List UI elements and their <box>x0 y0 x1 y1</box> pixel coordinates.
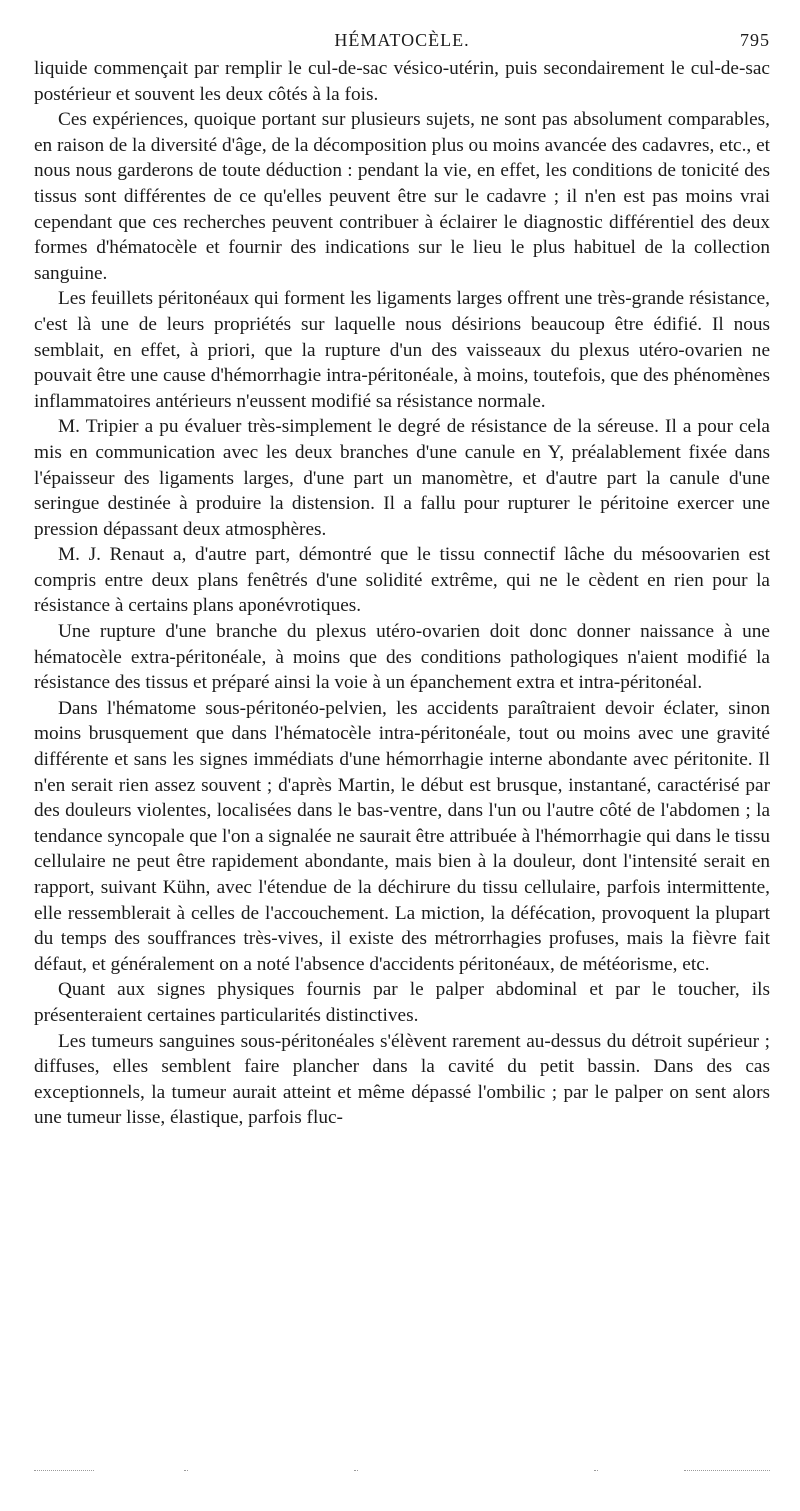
paragraph-continuation: liquide commençait par remplir le cul-de-sac vésico-utérin, puis secondairement le cul-de-sac postérieur et souvent les deux côtés à la fois. <box>34 58 770 105</box>
running-head <box>34 30 770 56</box>
paragraph-rupture: Une rupture d'une branche du plexus utéro-ovarien doit donc donner naissance à une hématocèle extra-péritonéale, à moins que des conditions pathologiques n'aient modifié la résistance des tissus et préparé ainsi la voie à un épanchement extra et intra-péritonéal. <box>34 621 770 694</box>
paragraph-feuillets: Les feuillets péritonéaux qui forment les ligaments larges offrent une très-grande résistance, c'est là une de leurs propriétés sur laquelle nous désirions beaucoup être édifié. Il nous semblait, en effet, à priori, que la rupture d'un des vaisseaux du plexus utéro-ovarien ne pouvait être une cause d'hémorrhagie intra-péritonéale, à moins, toutefois, que des phénomènes inflammatoires antérieurs n'eussent modifié sa résistance normale. <box>34 288 770 412</box>
book-page <box>34 30 770 1131</box>
running-title: HÉMATOCÈLE. <box>334 30 470 50</box>
body-text <box>34 56 770 1131</box>
paragraph-experiences: Ces expériences, quoique portant sur plusieurs sujets, ne sont pas absolument comparables, en raison de la diversité d'âge, de la décomposition plus ou moins avancée des cadavres, etc., et nous nous garderons de toute déduction : pendant la vie, en effet, les conditions de tonicité des tissus sont différentes de ce qu'elles peuvent être sur le cadavre ; il n'en est pas moins vrai cependant que ces recherches peuvent contribuer à éclairer le diagnostic différentiel des deux formes d'hématocèle et fournir des indications sur le lieu le plus habituel de la collection sanguine. <box>34 109 770 284</box>
paragraph-renaut: M. J. Renaut a, d'autre part, démontré que le tissu connectif lâche du mésoovarien est compris entre deux plans fenêtrés d'une solidité extrême, qui ne le cèdent en rien pour la résistance à certains plans aponévrotiques. <box>34 544 770 617</box>
page-number: 795 <box>740 30 770 50</box>
paragraph-tumeurs: Les tumeurs sanguines sous-péritonéales s'élèvent rarement au-dessus du détroit supérieur ; diffuses, elles semblent faire plancher dans la cavité du petit bassin. Dans des cas exceptionnels, la tumeur aurait atteint et même dépassé l'ombilic ; par le palper on sent alors une tumeur lisse, élastique, parfois fluc- <box>34 1030 770 1129</box>
paragraph-hematome: Dans l'hématome sous-péritonéo-pelvien, les accidents paraîtraient devoir éclater, sinon moins brusquement que dans l'hématocèle intra-péritonéale, tout ou moins avec une gravité différente et sans les signes immédiats d'une hémorrhagie interne abondante avec péritonite. Il n'en serait rien assez souvent ; d'après Martin, le début est brusque, instantané, caractérisé par des douleurs violentes, localisées dans le bas-ventre, dans l'un ou l'autre côté de l'abdomen ; la tendance syncopale que l'on a signalée ne saurait être attribuée à l'hémorrhagie qui dans le tissu cellulaire ne peut être rapidement abondante, mais bien à la douleur, dont l'intensité serait en rapport, suivant Kühn, avec l'étendue de la déchirure du tissu cellulaire, parfois intermittente, elle ressemblerait à celles de l'accouchement. La miction, la défécation, provoquent la plupart du temps des souffrances très-vives, il existe des métrorrhagies profuses, mais la fièvre fait défaut, et généralement on a noté l'absence d'accidents péritonéaux, de météorisme, etc. <box>34 697 770 975</box>
paragraph-signes-physiques: Quant aux signes physiques fournis par le palper abdominal et par le toucher, ils présenteraient certaines particularités distinctives. <box>34 979 770 1026</box>
paragraph-tripier: M. Tripier a pu évaluer très-simplement le degré de résistance de la séreuse. Il a pour cela mis en communication avec les deux branches d'une canule en Y, préalablement fixée dans l'épaisseur des ligaments larges, d'une part un manomètre, et d'autre part la canule d'une seringue destinée à produire la distension. Il a fallu pour rupturer le péritoine exercer une pression dépassant deux atmosphères. <box>34 416 770 540</box>
scan-noise-marks <box>34 1470 770 1476</box>
